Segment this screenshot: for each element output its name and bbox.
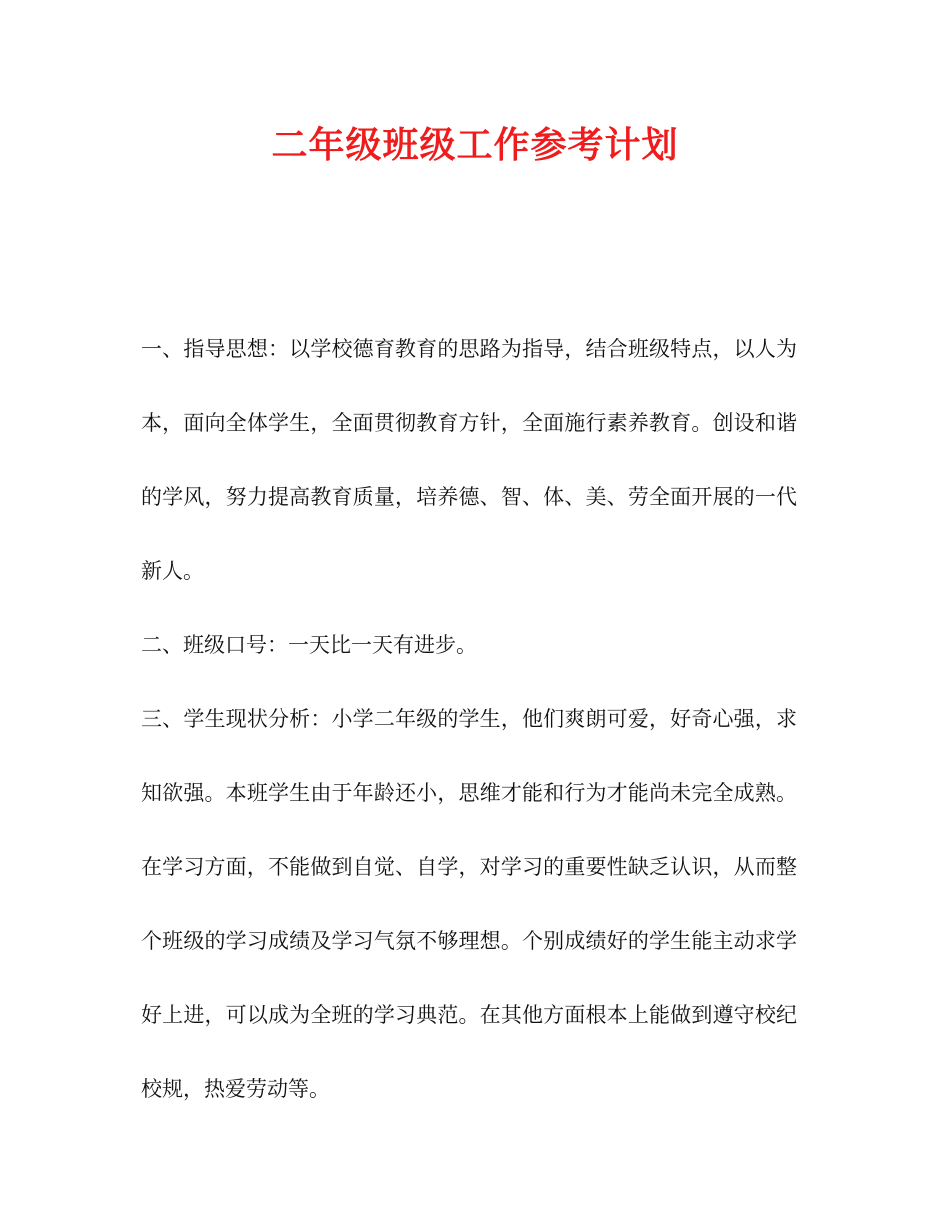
document-body [141,312,797,1126]
paragraph-student-analysis: 三、学生现状分析：小学二年级的学生，他们爽朗可爱，好奇心强，求知欲强。本班学生由于年龄还小，思维才能和行为才能尚未完全成熟。在学习方面，不能做到自觉、自学，对学习的重要性缺乏认识，从而整个班级的学习成绩及学习气氛不够理想。个别成绩好的学生能主动求学好上进，可以成为全班的学习典范。在其他方面根本上能做到遵守校纪校规，热爱劳动等。 [141,707,797,1101]
paragraph-class-slogan: 二、班级口号：一天比一天有进步。 [141,633,477,657]
document-title: 二年级班级工作参考计划 [271,125,679,166]
paragraph-guiding-ideology: 一、指导思想：以学校德育教育的思路为指导，结合班级特点，以人为本，面向全体学生，全面贯彻教育方针，全面施行素养教育。创设和谐的学风，努力提高教育质量，培养德、智、体、美、劳全面开展的一代新人。 [141,337,797,583]
